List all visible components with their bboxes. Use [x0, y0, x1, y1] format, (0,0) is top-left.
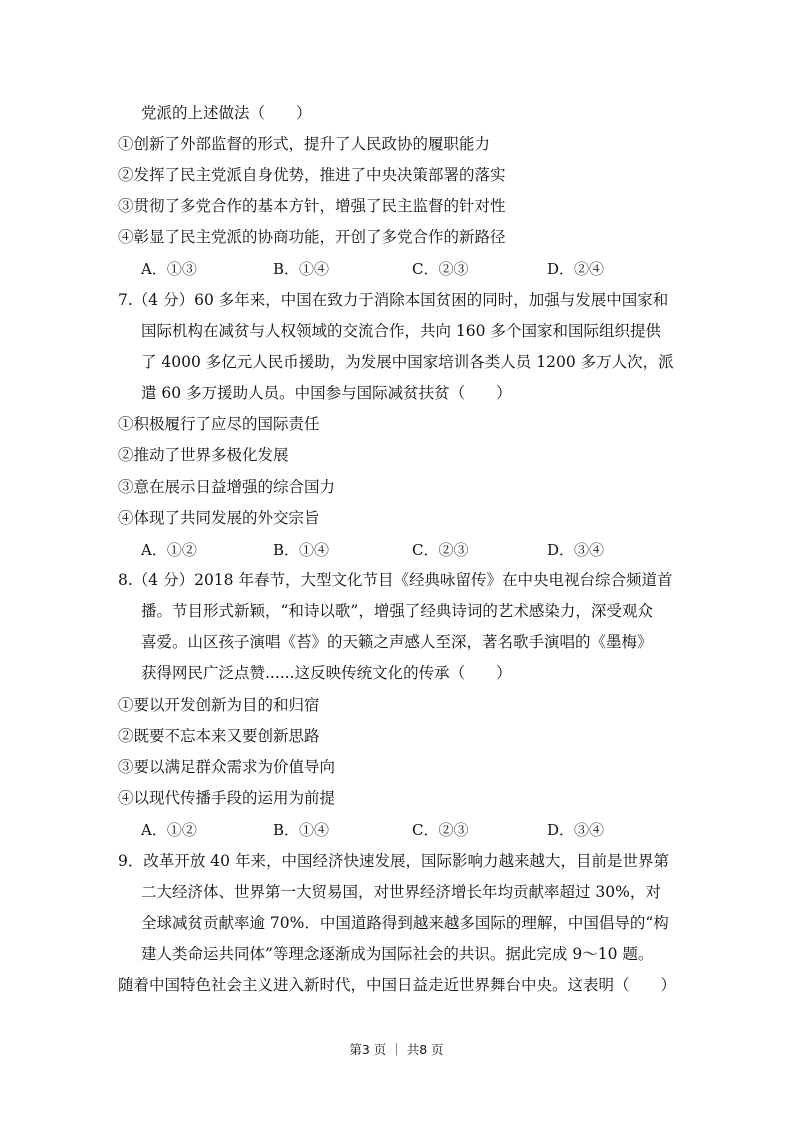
q9-stem-line-1: 9．改革开放 40 年来，中国经济快速发展，国际影响力越来越大，目前是世界第 — [118, 852, 669, 870]
q7-item-2: ②推动了世界多极化发展 — [118, 446, 289, 464]
q7-item-1: ①积极履行了应尽的国际责任 — [118, 415, 320, 433]
q7-stem-line-1: 7.（4 分）60 多年来，中国在致力于消除本国贫困的同时，加强与发展中国家和 — [118, 291, 669, 309]
q6-option-c: C．②③ — [412, 260, 469, 278]
q8-option-c: C．②③ — [412, 821, 469, 839]
q8-stem-line-3: 喜爱。山区孩子演唱《苔》的天籁之声感人至深，著名歌手演唱的《墨梅》 — [141, 633, 653, 651]
page-footer: 第3 页 ｜ 共8 页 — [349, 1042, 444, 1057]
q6-item-4: ④彰显了民主党派的协商功能，开创了多党合作的新路径 — [118, 228, 506, 246]
q8-stem-line-2: 播。节目形式新颖，“和诗以歌”，增强了经典诗词的艺术感染力，深受观众 — [141, 602, 653, 620]
q9-stem-line-3: 全球减贫贡献率逾 70%．中国道路得到越来越多国际的理解，中国倡导的“构 — [141, 914, 669, 932]
q7-stem-line-2: 国际机构在减贫与人权领域的交流合作，共向 160 多个国家和国际组织提供 — [141, 322, 661, 340]
q9-stem-line-2: 二大经济体、世界第一大贸易国，对世界经济增长年均贡献率超过 30%，对 — [141, 883, 661, 901]
q8-stem-line-4: 获得网民广泛点赞......这反映传统文化的传承（ ） — [141, 664, 512, 682]
q8-item-2: ②既要不忘本来又要创新思路 — [118, 727, 320, 745]
q7-option-c: C．②③ — [412, 541, 469, 559]
q6-item-1: ①创新了外部监督的形式，提升了人民政协的履职能力 — [118, 135, 491, 153]
q8-item-1: ①要以开发创新为目的和归宿 — [118, 696, 320, 714]
q7-item-4: ④体现了共同发展的外交宗旨 — [118, 509, 320, 527]
q8-option-d: D．③④ — [547, 821, 605, 839]
q8-item-3: ③要以满足群众需求为价值导向 — [118, 758, 336, 776]
q6-option-b: B．①④ — [273, 260, 330, 278]
q8-stem-line-1: 8.（4 分）2018 年春节，大型文化节目《经典咏留传》在中央电视台综合频道首 — [118, 571, 673, 589]
q7-option-d: D．③④ — [547, 541, 605, 559]
q8-option-a: A．①② — [141, 821, 197, 839]
q8-option-b: B．①④ — [273, 821, 330, 839]
q7-item-3: ③意在展示日益增强的综合国力 — [118, 478, 336, 496]
q7-stem-line-4: 遣 60 多万援助人员。中国参与国际减贫扶贫（ ） — [141, 384, 512, 402]
q6-item-3: ③贯彻了多党合作的基本方针，增强了民主监督的针对性 — [118, 197, 506, 215]
q6-stem-tail: 党派的上述做法（ ） — [141, 104, 312, 122]
q7-option-b: B．①④ — [273, 541, 330, 559]
q7-option-a: A．①② — [141, 541, 197, 559]
q8-item-4: ④以现代传播手段的运用为前提 — [118, 789, 336, 807]
q6-option-a: A．①③ — [141, 260, 197, 278]
q6-item-2: ②发挥了民主党派自身优势，推进了中央决策部署的落实 — [118, 166, 506, 184]
q9-stem-line-4: 建人类命运共同体”等理念逐渐成为国际社会的共识。据此完成 9～10 题。 — [141, 945, 654, 963]
q9-question: 随着中国特色社会主义进入新时代，中国日益走近世界舞台中央。这表明（ ） — [118, 976, 677, 994]
q7-stem-line-3: 了 4000 多亿元人民币援助，为发展中国家培训各类人员 1200 多万人次，派 — [141, 353, 674, 371]
q6-option-d: D．②④ — [547, 260, 605, 278]
